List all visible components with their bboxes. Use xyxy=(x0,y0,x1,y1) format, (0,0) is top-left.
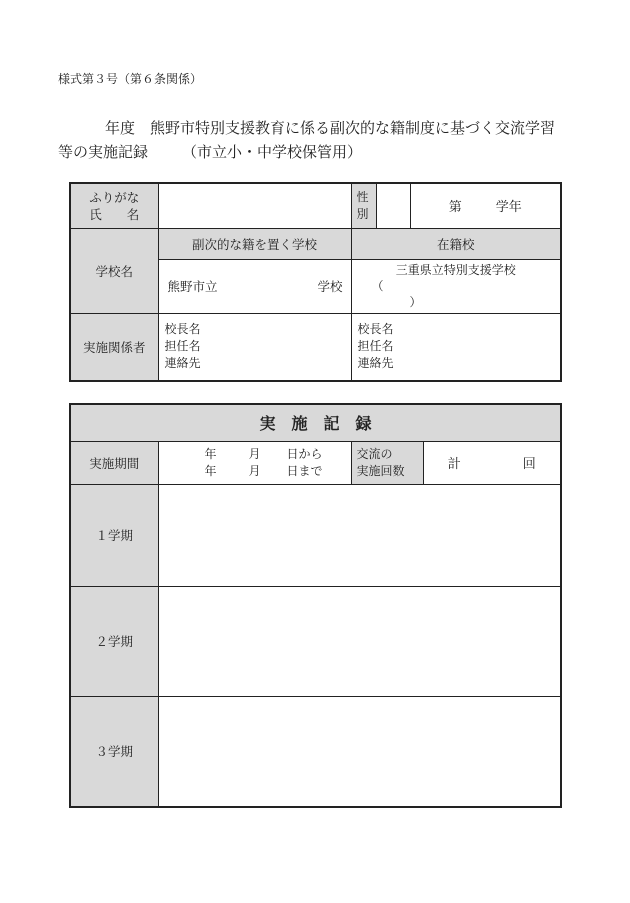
period-field[interactable] xyxy=(158,441,351,484)
term-3-label-cell xyxy=(70,696,158,807)
period-from-month: 月 xyxy=(248,446,261,461)
implementation-record-table xyxy=(69,403,562,808)
grade-field[interactable] xyxy=(410,183,561,228)
record-title-char: 録 xyxy=(355,414,372,434)
school-label-cell xyxy=(70,228,158,313)
period-label: 実施期間 xyxy=(89,455,140,471)
period-to-month: 月 xyxy=(248,463,261,478)
grade-prefix: 第 xyxy=(448,200,462,216)
record-title-char: 実 xyxy=(259,414,276,434)
homeroom-label: 担任名 xyxy=(164,339,201,354)
name-label-cell xyxy=(70,183,158,228)
total-suffix: 回 xyxy=(522,457,536,472)
page-title xyxy=(58,116,588,164)
form-number: 様式第３号（第６条関係） xyxy=(58,72,203,86)
name-field[interactable] xyxy=(158,183,351,228)
enrolled-school-name: 三重県立特別支援学校 xyxy=(395,263,516,277)
title-line-2 xyxy=(58,140,588,164)
record-title xyxy=(70,404,561,441)
count-label-cell xyxy=(351,441,423,484)
term-2-label-cell xyxy=(70,586,158,696)
secondary-school-prefix: 熊野市立 xyxy=(167,279,218,294)
sex-label-cell xyxy=(351,183,376,228)
count-label-2: 実施回数 xyxy=(356,463,405,478)
period-from xyxy=(159,446,351,463)
period-to xyxy=(159,463,351,480)
principal-label: 校長名 xyxy=(164,322,201,337)
term-2-label: ２学期 xyxy=(95,634,133,649)
enrolled-paren-close: ） xyxy=(409,295,422,309)
count-label-1: 交流の xyxy=(356,446,393,461)
sex-label-2: 別 xyxy=(356,206,369,221)
name-label: 氏 名 xyxy=(89,206,140,222)
title-line-2-text: 等の実施記録 xyxy=(58,143,149,161)
total-prefix: 計 xyxy=(447,457,461,472)
furigana-label: ふりがな xyxy=(89,189,140,205)
term-1-label: １学期 xyxy=(95,528,133,543)
school-label: 学校名 xyxy=(95,263,133,279)
enrolled-school-header xyxy=(351,228,561,259)
secondary-school-header xyxy=(158,228,351,259)
title-subtitle: （市立小・中学校保管用） xyxy=(182,143,363,161)
principal-label: 校長名 xyxy=(357,322,394,337)
record-title-char: 記 xyxy=(323,414,340,434)
enrolled-school-field[interactable] xyxy=(351,259,561,313)
contact-label: 連絡先 xyxy=(164,356,201,371)
secondary-school-staff-field[interactable] xyxy=(158,313,351,381)
term-1-field[interactable] xyxy=(158,484,561,586)
secondary-school-header-text: 副次的な籍を置く学校 xyxy=(191,236,317,252)
term-2-field[interactable] xyxy=(158,586,561,696)
term-3-field[interactable] xyxy=(158,696,561,807)
title-line-1: 年度 熊野市特別支援教育に係る副次的な籍制度に基づく交流学習 xyxy=(105,119,556,137)
staff-label-cell xyxy=(70,313,158,381)
secondary-school-suffix: 学校 xyxy=(317,279,343,294)
homeroom-label: 担任名 xyxy=(357,339,394,354)
term-1-label-cell xyxy=(70,484,158,586)
period-from-day: 日から xyxy=(286,446,323,461)
student-info-table xyxy=(69,182,562,382)
record-title-char: 施 xyxy=(291,414,308,434)
sex-label-1: 性 xyxy=(356,189,369,204)
contact-label: 連絡先 xyxy=(357,356,394,371)
term-3-label: ３学期 xyxy=(95,744,133,760)
enrolled-school-header-text: 在籍校 xyxy=(436,236,475,252)
period-to-day: 日まで xyxy=(286,463,323,478)
count-field[interactable] xyxy=(423,441,561,484)
grade-suffix: 学年 xyxy=(495,200,522,216)
enrolled-school-staff-field[interactable] xyxy=(351,313,561,381)
secondary-school-field[interactable] xyxy=(158,259,351,313)
staff-label: 実施関係者 xyxy=(82,339,146,355)
enrolled-paren-open: （ xyxy=(371,279,384,293)
sex-field[interactable] xyxy=(376,183,410,228)
period-to-year: 年 xyxy=(204,463,217,478)
period-from-year: 年 xyxy=(204,446,217,461)
period-label-cell xyxy=(70,441,158,484)
